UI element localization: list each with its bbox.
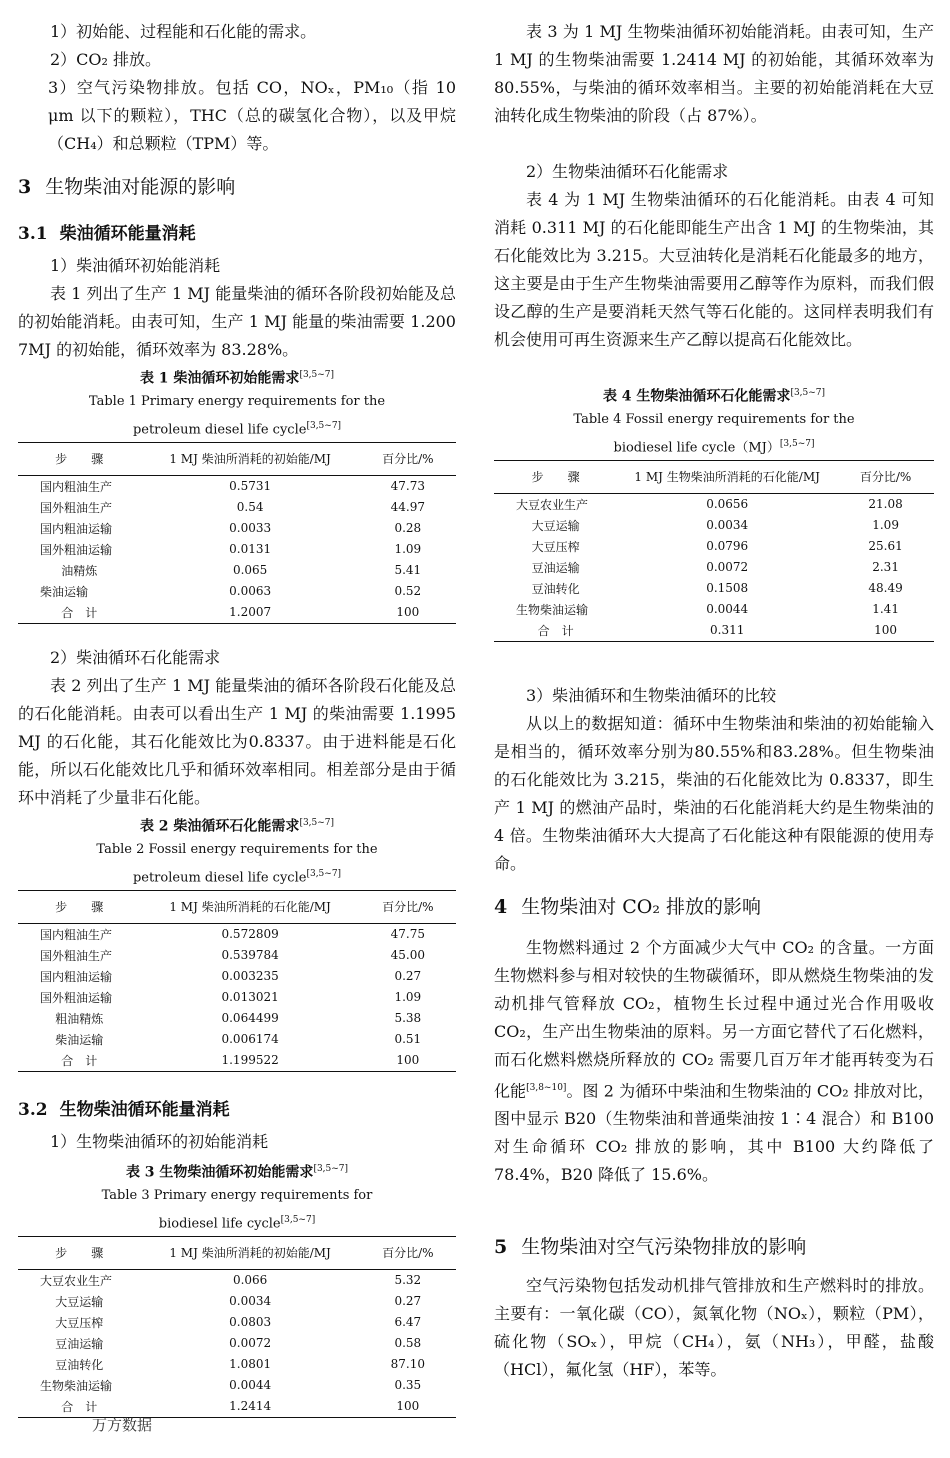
table-row: 柴油运输 0.006174 0.51 <box>55 1032 422 1047</box>
table-row: 国内粗油运输 0.0033 0.28 <box>40 521 422 536</box>
paragraph-co2: 生物燃料通过 2 个方面减少大气中 CO₂ 的含量。一方面生物燃料参与相对较快的生物碳循环，即从燃烧生物柴油的发动机排气管释放 CO₂，植物生长过程中通过光合作用吸收 CO₂，生产出生物柴油的原料。另一方面它替代了石化燃料，而石化燃料燃烧所释放的 CO₂ 需要几百万年才能再转变为石化能[3,8~10]。图 2 为循环中柴油和生物柴油的 CO₂ 排放对比，图中显示 B20（生物柴油和普通柴油按 1∶4 混合）和 B100 对生命循环 CO₂ 排放的影响，其中 B100 大约降低了 78.4%，B20 降低了 15.6%。 <box>494 938 934 1185</box>
table-1-block <box>18 364 456 624</box>
paragraph-comparison: 从以上的数据知道：循环中生物柴油和柴油的初始能输入是相当的，循环效率分别为80.55%和83.28%。但生物柴油的石化能效比为 3.215，柴油的石化能效比为 0.8337，即生产 1 MJ 的燃油产品时，柴油的石化能消耗大约是生物柴油的 4 倍。生物柴油循环大大提高了石化能这种有限能源的使用寿命。 <box>494 714 934 873</box>
table-row: 国外粗油生产 0.539784 45.00 <box>40 948 425 963</box>
table-header: 百分比/% <box>360 442 456 475</box>
table-row: 油精炼 0.065 5.41 <box>61 563 422 578</box>
table-header: 1 MJ 柴油所消耗的初始能/MJ <box>141 442 360 475</box>
table-2-block <box>18 812 456 1072</box>
table-row: 大豆农业生产 0.0656 21.08 <box>516 497 903 512</box>
table-row: 大豆农业生产 0.066 5.32 <box>40 1273 422 1288</box>
table-3-caption-en: Table 3 Primary energy requirements for biodiesel life cycle[3,5~7] <box>101 1187 373 1231</box>
table-3-caption-cn: 表 3 生物柴油循环初始能需求[3,5~7] <box>125 1164 349 1181</box>
table-header: 步 骤 <box>18 1236 141 1269</box>
list-item-1: 1）初始能、过程能和石化能的需求。 <box>50 22 317 41</box>
table-row-total: 合 计 1.199522 100 <box>18 1050 456 1072</box>
table-row: 生物柴油运输 0.0044 1.41 <box>516 602 899 617</box>
table-header: 步 骤 <box>494 460 617 493</box>
table-row: 生物柴油运输 0.0044 0.35 <box>40 1378 422 1393</box>
table-row: 国外粗油运输 0.013021 1.09 <box>40 990 422 1005</box>
table-1 <box>18 442 456 624</box>
table-row: 粗油精炼 0.064499 5.38 <box>55 1011 422 1026</box>
table-3 <box>18 1236 456 1418</box>
list-item-2: 2）CO₂ 排放。 <box>50 50 162 69</box>
section-3-2-heading: 3.2 生物柴油循环能量消耗 <box>18 1100 230 1120</box>
subheading-biodiesel-fossil: 2）生物柴油循环石化能需求 <box>526 162 729 181</box>
table-4 <box>494 460 934 642</box>
table-row-total: 合 计 1.2414 100 <box>18 1396 456 1418</box>
table-4-block <box>494 382 934 642</box>
table-row: 国内粗油生产 0.5731 47.73 <box>40 479 425 494</box>
list-item-3: 3）空气污染物排放。包括 CO，NOₓ，PM₁₀（指 10 μm 以下的颗粒），THC（总的碳氢化合物），以及甲烷（CH₄）和总颗粒（TPM）等。 <box>48 78 456 153</box>
subheading-diesel-fossil: 2）柴油循环石化能需求 <box>50 648 221 667</box>
table-header: 步 骤 <box>18 442 141 475</box>
table-2 <box>18 890 456 1072</box>
table-1-caption-en: Table 1 Primary energy requirements for the petroleum diesel life cycle[3,5~7] <box>88 393 386 437</box>
table-row: 豆油运输 0.0072 2.31 <box>531 560 899 575</box>
paragraph-table3-intro: 表 3 为 1 MJ 生物柴油循环初始能消耗。由表可知，生产 1 MJ 的生物柴油需要 1.2414 MJ 的初始能，其循环效率为 80.55%，与柴油的循环效率相当。主要的初始能消耗在大豆油转化成生物柴油的阶段（占 87%）。 <box>494 22 934 125</box>
table-2-caption-cn: 表 2 柴油循环石化能需求[3,5~7] <box>139 818 335 835</box>
table-row: 柴油运输 0.0063 0.52 <box>40 584 422 599</box>
table-1-caption-cn: 表 1 柴油循环初始能需求[3,5~7] <box>139 370 335 387</box>
table-row: 大豆运输 0.0034 0.27 <box>55 1294 422 1309</box>
paragraph-table2-intro: 表 2 列出了生产 1 MJ 能量柴油的循环各阶段石化能及总的石化能消耗。由表可以看出生产 1 MJ 的柴油需要 1.1995 MJ 的石化能，其石化能效比为0.8337。由于进料能是石化能，所以石化能效比几乎和循环效率相同。相差部分是由于循环中消耗了少量非石化能。 <box>18 676 456 807</box>
table-row: 国内粗油运输 0.003235 0.27 <box>40 969 422 984</box>
table-row: 大豆运输 0.0034 1.09 <box>531 518 899 533</box>
paragraph-pollutants: 空气污染物包括发动机排气管排放和生产燃料时的排放。主要有：一氧化碳（CO），氮氧化物（NOₓ），颗粒（PM），硫化物（SOₓ），甲烷（CH₄），氨（NH₃），甲醛，盐酸（HCl），氟化氢（HF），苯等。 <box>494 1276 934 1379</box>
table-4-caption-en: Table 4 Fossil energy requirements for the biodiesel life cycle（MJ）[3,5~7] <box>573 411 855 455</box>
table-header: 步 骤 <box>18 890 141 923</box>
table-row: 豆油运输 0.0072 0.58 <box>55 1336 422 1351</box>
table-row: 大豆压榨 0.0803 6.47 <box>55 1315 422 1330</box>
table-4-caption-cn: 表 4 生物柴油循环石化能需求[3,5~7] <box>602 388 826 405</box>
table-row: 大豆压榨 0.0796 25.61 <box>531 539 903 554</box>
table-header: 1 MJ 柴油所消耗的初始能/MJ <box>141 1236 360 1269</box>
watermark: 万方数据 <box>92 1416 153 1434</box>
subheading-comparison: 3）柴油循环和生物柴油循环的比较 <box>526 686 777 705</box>
table-row: 国内粗油生产 0.572809 47.75 <box>40 927 425 942</box>
subheading-biodiesel-primary: 1）生物柴油循环的初始能消耗 <box>50 1132 269 1151</box>
section-3-heading: 3 生物柴油对能源的影响 <box>18 176 236 198</box>
table-row: 国外粗油运输 0.0131 1.09 <box>40 542 422 557</box>
table-3-block <box>18 1158 456 1418</box>
paragraph-table4-intro: 表 4 为 1 MJ 生物柴油循环的石化能消耗。由表 4 可知消耗 0.311 MJ 的石化能即能生产出含 1 MJ 的生物柴油，其石化能效比为 3.215。大豆油转化是消耗石化能最多的地方，这主要是由于生产生物柴油需要用乙醇等作为原料，而我们假设乙醇的生产是要消耗天然气等石化能的。这同样表明我们有机会使用可再生资源来生产乙醇以提高石化能效比。 <box>494 190 934 349</box>
subheading-diesel-primary: 1）柴油循环初始能消耗 <box>50 256 221 275</box>
table-header: 百分比/% <box>360 1236 456 1269</box>
table-header: 1 MJ 柴油所消耗的石化能/MJ <box>141 890 360 923</box>
section-3-1-heading: 3.1 柴油循环能量消耗 <box>18 224 196 244</box>
table-row: 豆油转化 0.1508 48.49 <box>531 581 903 596</box>
table-header: 1 MJ 生物柴油所消耗的石化能/MJ <box>617 460 837 493</box>
table-row-total: 合 计 0.311 100 <box>494 620 934 642</box>
table-header: 百分比/% <box>837 460 934 493</box>
paragraph-table1-intro: 表 1 列出了生产 1 MJ 能量柴油的循环各阶段初始能及总的初始能消耗。由表可知，生产 1 MJ 能量的柴油需要 1.200 7MJ 的初始能，循环效率为 83.28%。 <box>18 284 456 359</box>
table-2-caption-en: Table 2 Fossil energy requirements for the petroleum diesel life cycle[3,5~7] <box>96 841 378 885</box>
table-row: 豆油转化 1.0801 87.10 <box>55 1357 425 1372</box>
table-row-total: 合 计 1.2007 100 <box>18 602 456 624</box>
section-5-heading: 5 生物柴油对空气污染物排放的影响 <box>494 1236 807 1258</box>
section-4-heading: 4 生物柴油对 CO₂ 排放的影响 <box>494 896 762 918</box>
table-row: 国外粗油生产 0.54 44.97 <box>40 500 425 515</box>
table-header: 百分比/% <box>360 890 456 923</box>
